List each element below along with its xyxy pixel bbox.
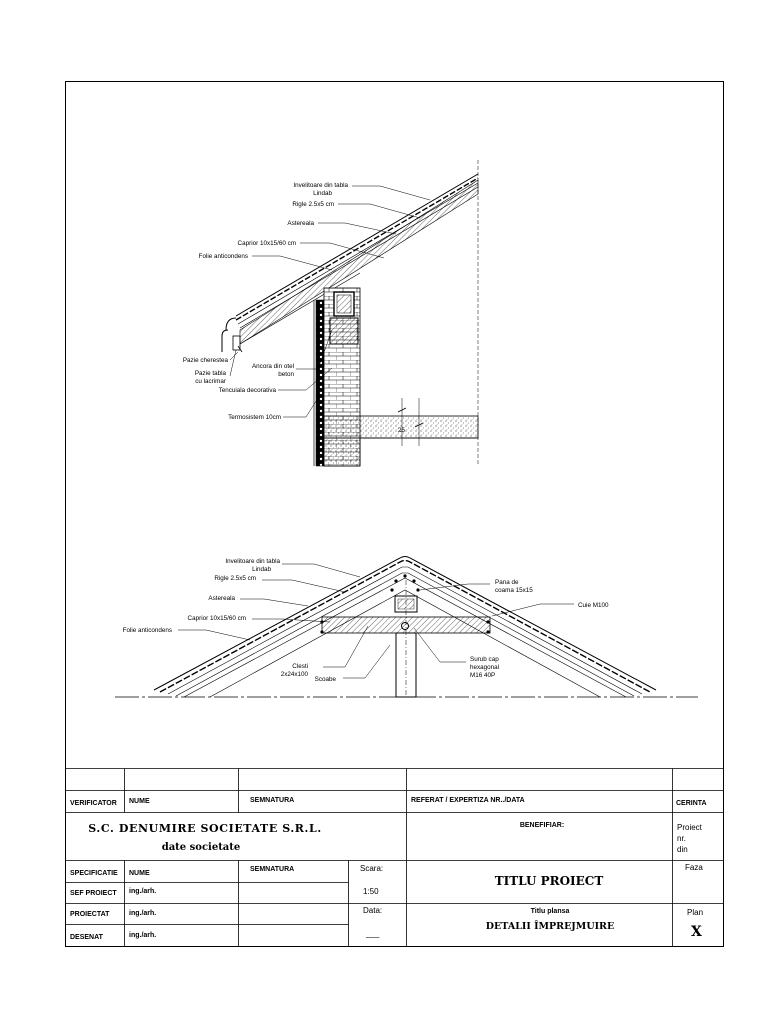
label-tencuiala: Tencuiala decorativa <box>218 387 276 394</box>
label-ancora-2: beton <box>278 371 294 378</box>
tb-nume: NUME <box>129 798 150 805</box>
sheet-border <box>66 82 724 947</box>
ridge-label-clesti-2: 2x24x100 <box>280 671 308 678</box>
tb-semnatura2: SEMNATURA <box>250 866 295 873</box>
tb-ing-arh-2: ing./arh. <box>129 910 157 917</box>
tb-ing-arh-3: ing./arh. <box>129 932 157 939</box>
ridge-label-surub-2: hexagonal <box>470 664 500 671</box>
label-folie: Folie anticondens <box>198 253 248 260</box>
ridge-label-scoabe: Scoabe <box>314 676 336 683</box>
tb-plansa-name: DETALII ÎMPREJMUIRE <box>485 921 615 932</box>
ridge-label-pana-1: Pana de <box>495 579 519 586</box>
label-caprior: Caprior 10x15/60 cm <box>237 240 296 247</box>
tb-nume2: NUME <box>129 870 150 877</box>
tb-proiect-3: din <box>677 845 688 854</box>
wall-plate <box>330 318 358 344</box>
tb-verificator: VERIFICATOR <box>70 800 117 807</box>
tb-ing-arh-1: ing./arh. <box>129 888 157 895</box>
tb-data-value: ___ <box>366 929 380 938</box>
tb-proiectat: PROIECTAT <box>70 911 110 918</box>
ridge-label-clesti-1: Clesti <box>292 663 308 670</box>
svg-text:25: 25 <box>398 427 406 434</box>
tb-specificatie: SPECIFICATIE <box>70 870 118 877</box>
ridge-label-rigle: Rigle 2.5x5 cm <box>214 575 256 582</box>
ridge-detail <box>115 557 698 698</box>
tb-company: S.C. DENUMIRE SOCIETATE S.R.L. <box>88 822 322 835</box>
ridge-label-surub-1: Surub cap <box>470 656 499 663</box>
ridge-label-invelitoare-1: Invelitoare din tabla <box>225 558 280 565</box>
label-ancora-1: Ancora din otel <box>251 363 294 370</box>
label-rigle: Rigle 2.5x5 cm <box>292 201 334 208</box>
ridge-label-caprior: Caprior 10x15/60 cm <box>187 615 246 622</box>
tb-data-label: Data: <box>363 906 383 915</box>
label-astereala: Astereala <box>287 220 314 227</box>
ridge-label-surub-3: M16 40P <box>470 672 496 679</box>
tb-company-data: date societate <box>161 842 241 853</box>
label-pazie-cherestea: Pazie cherestea <box>182 357 228 364</box>
tb-desenat: DESENAT <box>70 934 103 941</box>
label-invelitoare-1: Invelitoare din tabla <box>293 182 348 189</box>
tb-scara-value: 1:50 <box>363 887 379 896</box>
tb-plan: Plan <box>687 908 704 917</box>
label-invelitoare-2: Lindab <box>313 190 332 197</box>
tb-sef-proiect: SEF PROIECT <box>70 890 117 897</box>
label-termosistem: Termosistem 10cm <box>228 414 281 421</box>
ridge-label-invelitoare-2: Lindab <box>252 566 271 573</box>
tb-plan-value: X <box>691 924 702 940</box>
tb-proiect-2: nr. <box>677 834 686 843</box>
tb-cerinta: CERINTA <box>676 800 707 807</box>
title-block <box>66 769 724 947</box>
ridge-label-folie: Folie anticondens <box>122 627 172 634</box>
tb-beneficiar: BENEFIFIAR: <box>519 822 565 829</box>
tb-scara-label: Scara: <box>360 864 384 873</box>
tb-referat: REFERAT / EXPERTIZA NR../DATA <box>411 797 525 804</box>
label-pazie-tabla-1: Pazie tabla <box>194 370 226 377</box>
tb-faza: Faza <box>685 863 703 872</box>
eaves-detail <box>183 160 478 466</box>
tb-proiect-1: Proiect <box>677 823 702 832</box>
wall-insulation <box>316 300 324 466</box>
label-pazie-tabla-2: cu lacrimar <box>195 378 226 385</box>
ridge-label-pana-2: coama 15x15 <box>495 587 533 594</box>
ridge-label-cuie: Cuie M100 <box>578 602 609 609</box>
tb-semnatura: SEMNATURA <box>250 797 295 804</box>
tb-titlu-plansa: Titlu plansa <box>530 908 570 915</box>
ridge-label-astereala: Astereala <box>208 595 235 602</box>
tb-titlu-proiect: TITLU PROIECT <box>494 874 604 888</box>
